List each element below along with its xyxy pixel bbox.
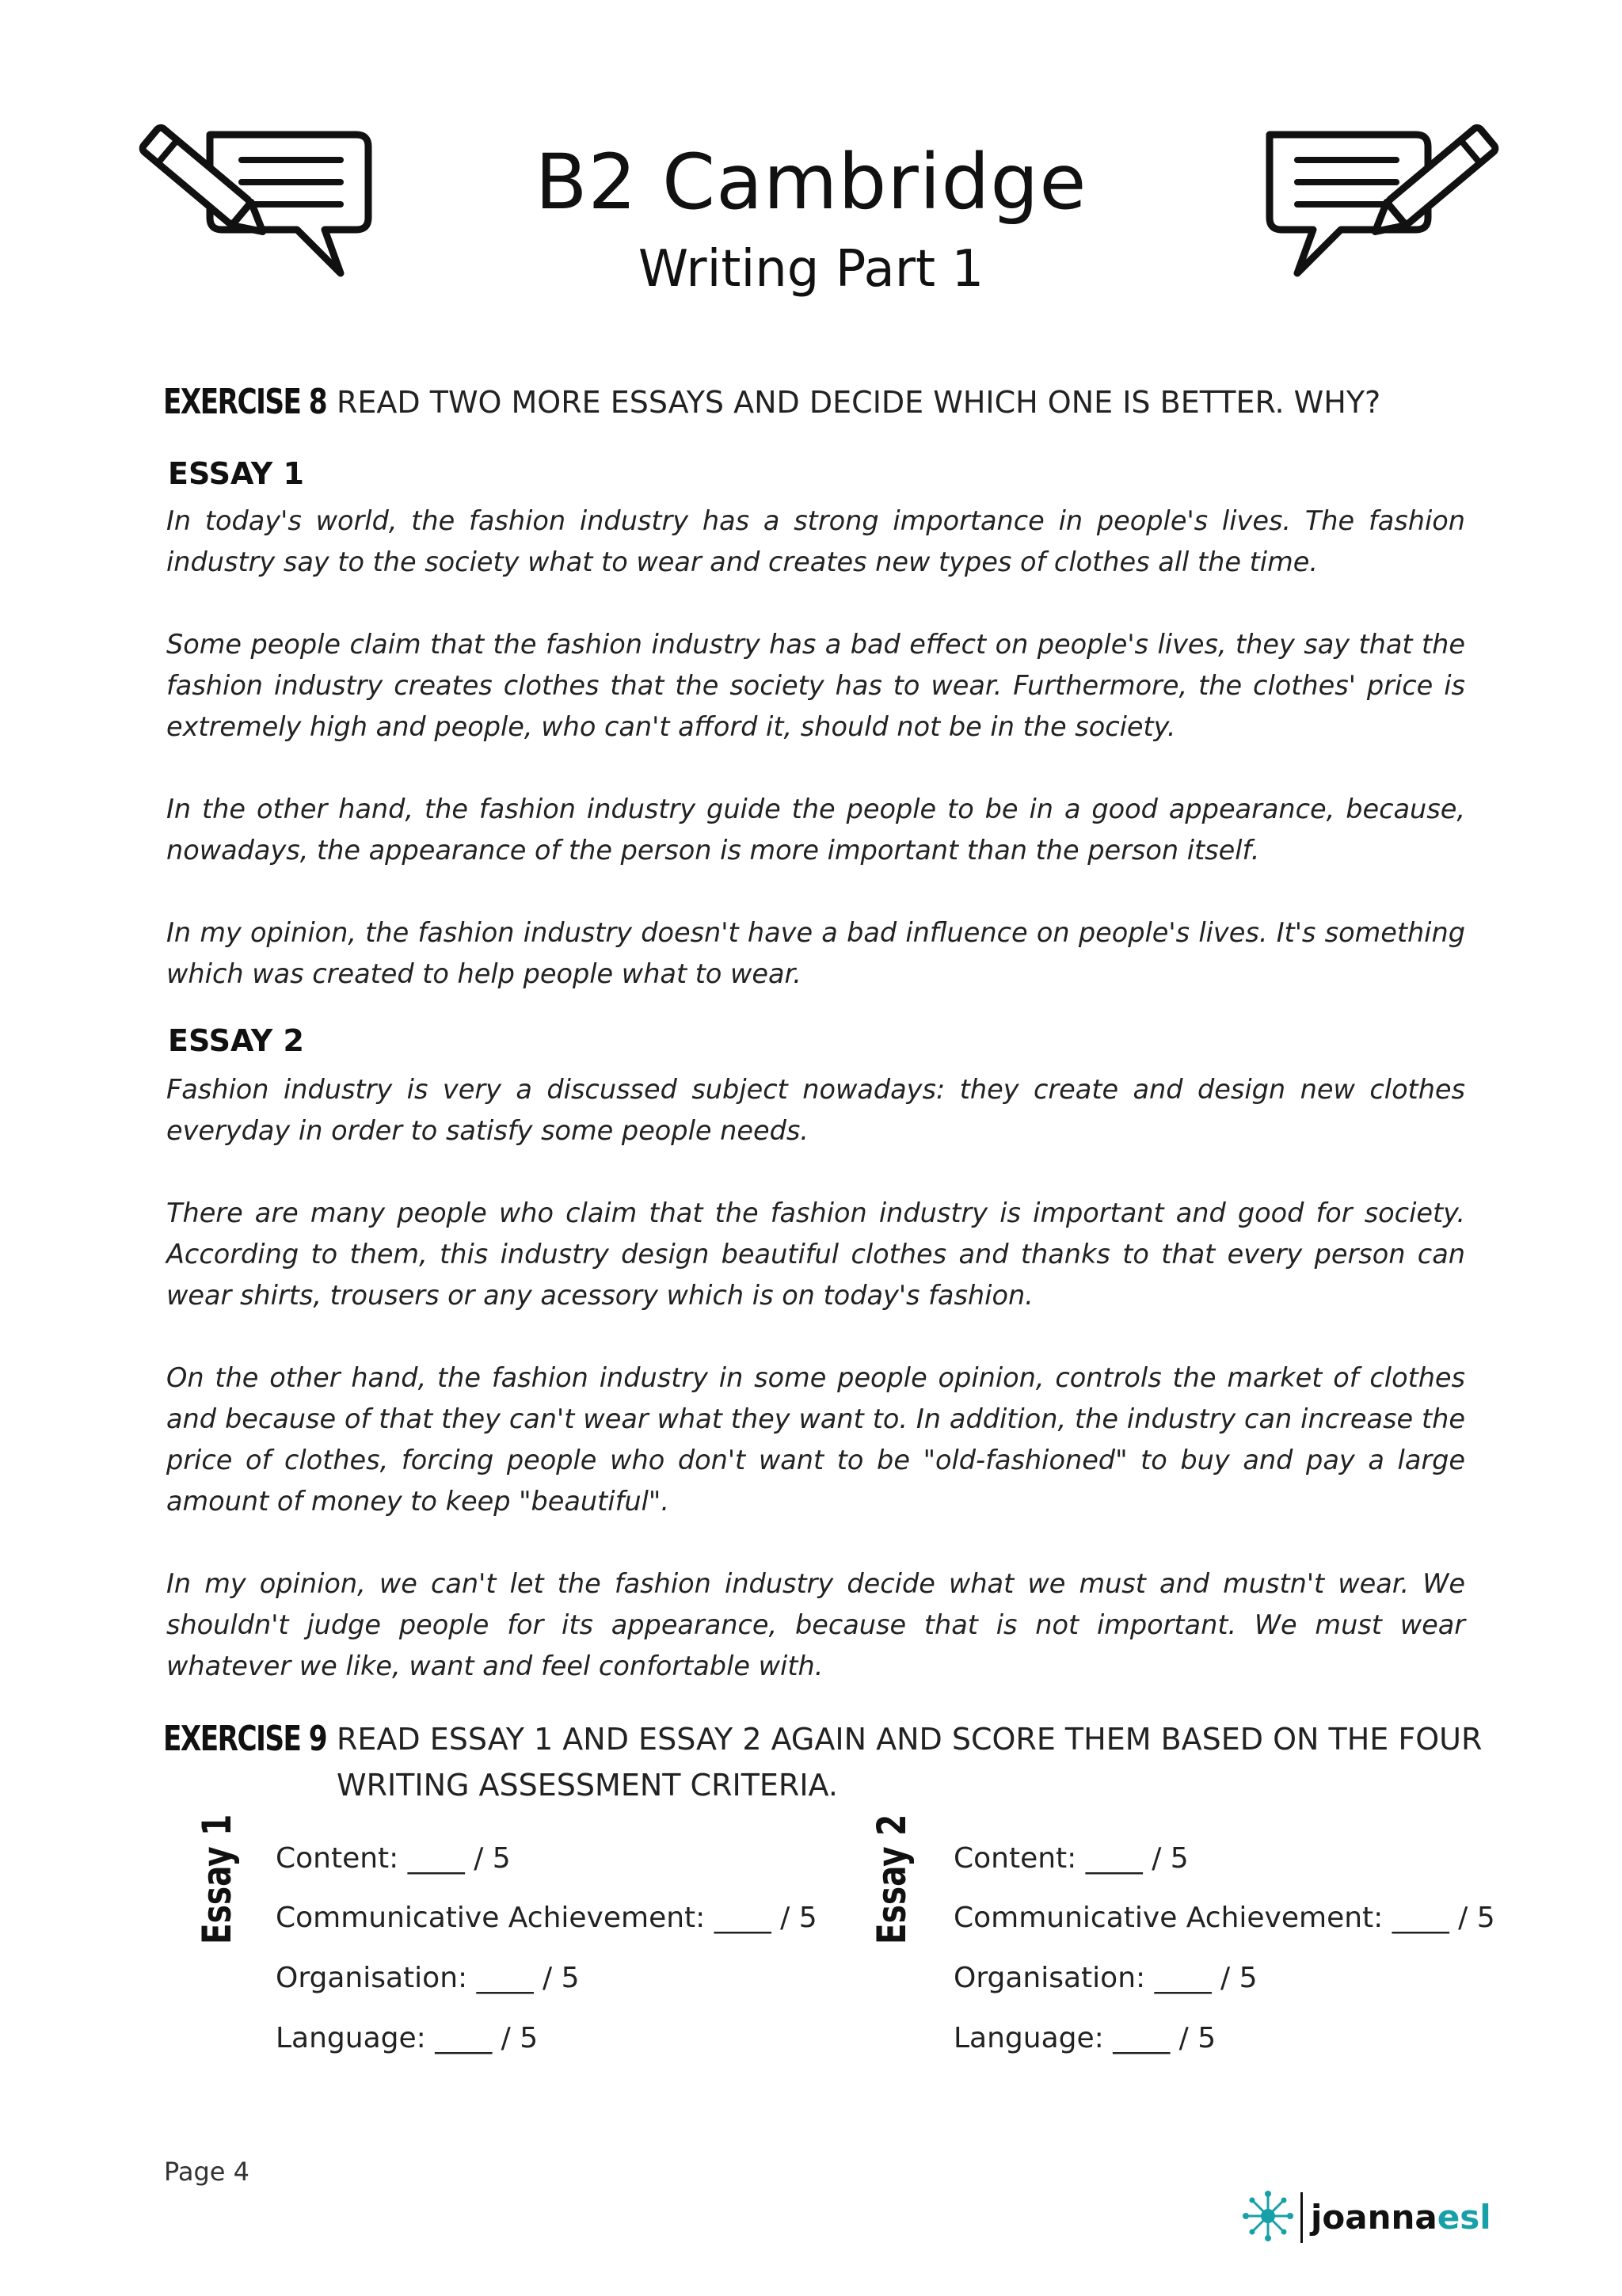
essay-2-communicative-score: Communicative Achievement: ____ / 5 [954,1902,1495,1934]
page-subtitle: Writing Part 1 [638,240,984,299]
essay-1-paragraph-1: In today's world, the fashion industry has a strong importance in people's lives. The fashion industry say to the society what to wear and creates new types of clothes all the time. [166,505,1465,577]
essay-2-organisation-score: Organisation: ____ / 5 [954,1962,1258,1994]
lightbulb-network-icon [1239,2187,1296,2245]
essay-1-paragraph-4: In my opinion, the fashion industry doesn't have a bad influence on people's lives. It's something which was created to help people what to wear. [166,917,1465,989]
page-number: Page 4 [164,2157,249,2187]
essay-1-organisation-score: Organisation: ____ / 5 [276,1962,580,1994]
exercise-9-instruction-line-2: WRITING ASSESSMENT CRITERIA. [337,1768,838,1803]
exercise-8-instruction: READ TWO MORE ESSAYS AND DECIDE WHICH ONE IS BETTER. WHY? [337,385,1381,420]
brand-logo [1311,2195,1491,2240]
exercise-9-instruction-line-1: READ ESSAY 1 AND ESSAY 2 AGAIN AND SCORE THEM BASED ON THE FOUR [337,1722,1483,1757]
essay-2-heading: ESSAY 2 [168,1023,304,1058]
essay-1-content-score: Content: ____ / 5 [276,1842,511,1875]
brand-name: joanna [1311,2198,1437,2237]
brand-accent: esl [1437,2198,1491,2237]
essay-2-paragraph-3: On the other hand, the fashion industry in some people opinion, controls the market of clothes and because of that they can't wear what they want to. In addition, the industry can increase the price of clothes, forcing people who don't want to be "old-fashioned" to buy and pay a large amount of money to keep "beautiful". [166,1362,1465,1517]
essay-1-paragraph-2: Some people claim that the fashion industry has a bad effect on people's lives, they say that the fashion industry creates clothes that the society has to wear. Furthermore, the clothes' price is extremely high and people, who can't afford it, should not be in the society. [166,629,1465,742]
essay-2-paragraph-2: There are many people who claim that the fashion industry is important and good for society. According to them, this industry design beautiful clothes and thanks to that every person can wear shirts, trousers or any acessory which is on today's fashion. [166,1197,1465,1311]
essay-2-content-score: Content: ____ / 5 [954,1842,1189,1875]
essay-1-paragraph-3: In the other hand, the fashion industry guide the people to be in a good appearance, because, nowadays, the appearance of the person is more important than the person itself. [166,794,1465,866]
essay-1-language-score: Language: ____ / 5 [276,2022,539,2054]
essay-2-language-score: Language: ____ / 5 [954,2022,1216,2054]
essay-1-vertical-label: Essay 1 [194,1814,240,1944]
page-title: B2 Cambridge [535,138,1087,227]
exercise-9-label: EXERCISE 9 [163,1719,327,1759]
essay-2-vertical-label: Essay 2 [869,1814,915,1944]
essay-2-paragraph-4: In my opinion, we can't let the fashion industry decide what we must and mustn't wear. We shouldn't judge people for its appearance, because that is not important. We must wear whatever we like, want and feel confortable with. [166,1568,1465,1681]
brand-divider [1300,2192,1303,2243]
essay-1-heading: ESSAY 1 [168,456,304,491]
essay-1-communicative-score: Communicative Achievement: ____ / 5 [276,1902,817,1934]
essay-2-paragraph-1: Fashion industry is very a discussed subject nowadays: they create and design new clothes everyday in order to satisfy some people needs. [166,1074,1465,1146]
exercise-8-label: EXERCISE 8 [163,382,327,422]
